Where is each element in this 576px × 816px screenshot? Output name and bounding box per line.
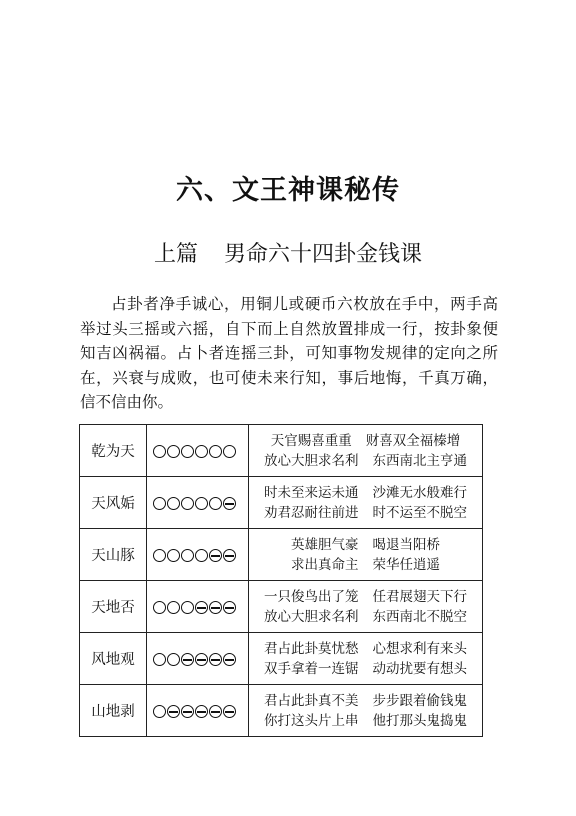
hexagram-table: [79, 424, 483, 737]
verse-phrase: 一只俊鸟出了笼: [264, 588, 359, 605]
coin-blank-icon: [209, 445, 222, 458]
coin-character-icon: [223, 601, 236, 614]
intro-paragraph: [80, 292, 498, 415]
coin-blank-icon: [167, 653, 180, 666]
hexagram-row: [80, 529, 483, 581]
verse-line: [249, 431, 482, 451]
verse-phrase: 动动扰要有想头: [372, 660, 467, 677]
coin-blank-icon: [153, 653, 166, 666]
verse-phrase: 君占此卦真不美: [264, 692, 359, 709]
verse-line: [249, 711, 482, 731]
verse-phrase: 任君展翅天下行: [372, 588, 467, 605]
coin-blank-icon: [181, 549, 194, 562]
verse-line: [249, 483, 482, 503]
verse-line: [249, 555, 482, 575]
coin-character-icon: [223, 653, 236, 666]
coin-blank-icon: [181, 445, 194, 458]
verse-phrase: 东西南北主亨通: [372, 452, 467, 469]
coin-character-icon: [181, 705, 194, 718]
coin-pattern: [147, 477, 249, 529]
coin-blank-icon: [167, 445, 180, 458]
verse-phrase: 放心大胆求名利: [264, 608, 359, 625]
coin-blank-icon: [167, 549, 180, 562]
verse-line: [249, 587, 482, 607]
verse-phrase: 荣华任逍遥: [372, 556, 440, 573]
coin-blank-icon: [153, 601, 166, 614]
coin-character-icon: [209, 653, 222, 666]
verse-line: [249, 659, 482, 679]
verse-phrase: 时不运至不脱空: [372, 504, 467, 521]
hexagram-row: [80, 633, 483, 685]
section-title: [0, 237, 576, 268]
verse-phrase: 放心大胆求名利: [264, 452, 359, 469]
verse-phrase: 心想求利有来头: [372, 640, 467, 657]
coin-blank-icon: [181, 601, 194, 614]
verse-line: [249, 503, 482, 523]
coin-character-icon: [223, 497, 236, 510]
hexagram-verse: [249, 477, 483, 529]
verse-phrase: 喝退当阳桥: [372, 536, 440, 553]
hexagram-name: 天地否: [80, 581, 147, 633]
verse-phrase: 步步跟着偷钱鬼: [372, 692, 467, 709]
coin-blank-icon: [153, 497, 166, 510]
coin-blank-icon: [181, 497, 194, 510]
verse-phrase: 天官赐喜重重: [270, 432, 352, 449]
verse-phrase: 君占此卦莫忧愁: [264, 640, 359, 657]
coin-pattern: [147, 425, 249, 477]
coin-pattern: [147, 529, 249, 581]
coin-blank-icon: [195, 445, 208, 458]
coin-character-icon: [223, 705, 236, 718]
hexagram-verse: [249, 685, 483, 737]
hexagram-row: [80, 685, 483, 737]
verse-phrase: 财喜双全福榛增: [365, 432, 461, 449]
coin-pattern: [147, 685, 249, 737]
verse-phrase: 双手拿着一连锯: [264, 660, 359, 677]
verse-phrase: 英雄胆气豪: [291, 536, 359, 553]
verse-line: [249, 639, 482, 659]
hexagram-name: 山地剥: [80, 685, 147, 737]
coin-blank-icon: [153, 445, 166, 458]
verse-phrase: 劝君忍耐往前进: [264, 504, 359, 521]
hexagram-name: 天山豚: [80, 529, 147, 581]
verse-line: [249, 451, 482, 471]
hexagram-name: 天风姤: [80, 477, 147, 529]
hexagram-verse: [249, 425, 483, 477]
coin-blank-icon: [167, 601, 180, 614]
verse-phrase: 你打这头片上串: [264, 712, 359, 729]
chapter-title: 六、文王神课秘传: [176, 175, 400, 206]
hexagram-row: [80, 581, 483, 633]
coin-pattern: [147, 633, 249, 685]
hexagram-name: 风地观: [80, 633, 147, 685]
coin-character-icon: [209, 549, 222, 562]
coin-character-icon: [223, 549, 236, 562]
coin-blank-icon: [153, 549, 166, 562]
hexagram-name: 乾为天: [80, 425, 147, 477]
hexagram-row: [80, 425, 483, 477]
verse-phrase: 东西南北不脱空: [372, 608, 467, 625]
hexagram-verse: [249, 581, 483, 633]
verse-phrase: 求出真命主: [291, 556, 359, 573]
coin-character-icon: [195, 705, 208, 718]
coin-character-icon: [209, 705, 222, 718]
verse-line: [249, 607, 482, 627]
section-part: 上篇: [153, 242, 198, 267]
coin-character-icon: [195, 653, 208, 666]
coin-character-icon: [181, 653, 194, 666]
coin-pattern: [147, 581, 249, 633]
verse-line: [249, 691, 482, 711]
verse-phrase: 沙滩无水般难行: [372, 484, 467, 501]
coin-blank-icon: [153, 705, 166, 718]
hexagram-verse: [249, 529, 483, 581]
coin-character-icon: [167, 705, 180, 718]
verse-line: [249, 535, 482, 555]
coin-character-icon: [209, 601, 222, 614]
coin-blank-icon: [167, 497, 180, 510]
coin-blank-icon: [195, 497, 208, 510]
verse-phrase: 他打那头鬼捣鬼: [372, 712, 467, 729]
hexagram-verse: [249, 633, 483, 685]
intro-text: 占卦者净手诚心，用铜儿或硬币六枚放在手中，两手高举过头三摇或六摇，自下而上自然放置排成一行，按卦象便知吉凶祸福。占卜者连摇三卦，可知事物发规律的定向之所在，兴衰与成败，也可使未来行知，事后地悔，千真万确，信不信由你。: [80, 295, 498, 411]
coin-character-icon: [195, 601, 208, 614]
coin-blank-icon: [223, 445, 236, 458]
coin-blank-icon: [209, 497, 222, 510]
verse-phrase: 时未至来运未通: [264, 484, 359, 501]
coin-blank-icon: [195, 549, 208, 562]
section-name: 男命六十四卦金钱课: [224, 242, 423, 267]
hexagram-row: [80, 477, 483, 529]
